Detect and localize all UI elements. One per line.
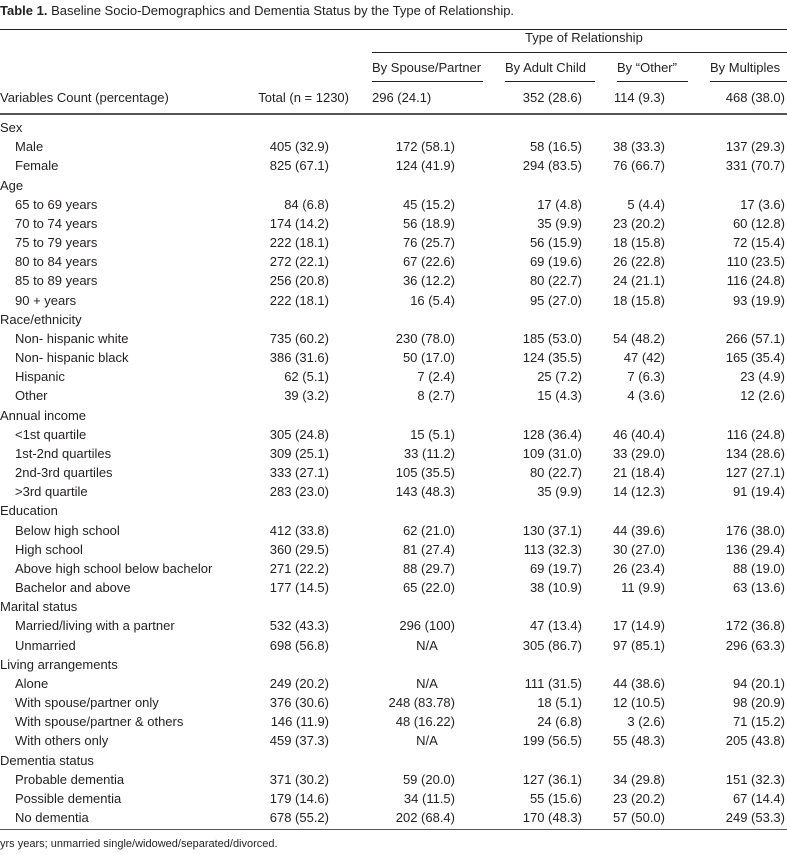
spouse-cell: 8 (2.7) [417, 388, 455, 404]
adult-child-cell: 18 (5.1) [537, 695, 582, 711]
other-cell: 26 (22.8) [612, 254, 665, 270]
table-row [0, 731, 787, 750]
spouse-cell: 105 (35.5) [395, 465, 455, 481]
multiples-cell: 116 (24.8) [726, 273, 785, 289]
multiples-cell: 72 (15.4) [732, 235, 785, 251]
other-cell: 23 (20.2) [612, 790, 665, 806]
total-cell: 305 (24.8) [269, 426, 329, 442]
adult-child-cell: 38 (10.9) [529, 580, 582, 596]
spouse-cell: 59 (20.0) [402, 771, 455, 787]
section-label: Living arrangements [0, 656, 118, 672]
spouse-cell: 248 (83.78) [388, 695, 455, 711]
other-cell: 97 (85.1) [612, 637, 665, 653]
multiples-cell: 136 (29.4) [725, 541, 785, 557]
multiples-cell: 205 (43.8) [725, 733, 785, 749]
multiples-cell: 249 (53.3) [725, 810, 785, 826]
adult-child-cell: 294 (83.5) [522, 158, 582, 174]
table-row [0, 425, 787, 444]
total-cell: 376 (30.6) [269, 695, 329, 711]
multiples-cell: 266 (57.1) [725, 330, 785, 346]
section-label: Sex [0, 120, 23, 135]
header-row [0, 88, 787, 107]
subheader-multiples: By Multiples [710, 60, 781, 75]
row-label: Hispanic [15, 369, 65, 385]
row-label: 90 + years [15, 292, 77, 308]
adult-child-cell: 24 (6.8) [537, 714, 582, 730]
other-cell: 46 (40.4) [612, 426, 665, 442]
multiples-cell: 116 (24.8) [726, 426, 785, 442]
row-label: Possible dementia [15, 790, 122, 806]
adult-child-cell: 109 (31.0) [522, 445, 582, 461]
other-cell: 26 (23.4) [612, 560, 665, 576]
total-cell: 84 (6.8) [284, 196, 329, 212]
multiples-cell: 12 (2.6) [740, 388, 785, 404]
total-cell: 825 (67.1) [269, 158, 329, 174]
other-cell: 23 (20.2) [612, 215, 665, 231]
total-cell: 283 (23.0) [269, 484, 329, 500]
subheader-other: By “Other” [617, 60, 677, 75]
row-label: Below high school [15, 522, 120, 538]
multiples-cell: 110 (23.5) [726, 254, 785, 270]
other-cell: 47 (42) [623, 350, 665, 366]
spouse-cell: 45 (15.2) [402, 196, 455, 212]
row-label: <1st quartile [15, 426, 87, 442]
row-label: Probable dementia [15, 771, 125, 787]
header-rule [0, 113, 787, 115]
table-row [0, 482, 787, 501]
bottom-rule [0, 829, 787, 830]
spouse-cell: 172 (58.1) [395, 139, 455, 155]
adult-child-cell: 35 (9.9) [537, 484, 582, 500]
adult-child-cell: 80 (22.7) [529, 273, 582, 289]
section-header-row [0, 597, 787, 616]
multiples-cell: 94 (20.1) [732, 675, 785, 691]
adult-child-cell: 35 (9.9) [537, 215, 582, 231]
table-title: Baseline Socio-Demographics and Dementia Status by the Type of Relationship. [51, 3, 515, 18]
spouse-cell: 143 (48.3) [395, 484, 455, 500]
multiples-cell: 71 (15.2) [732, 714, 785, 730]
subheader-adult-child: By Adult Child [505, 60, 586, 75]
adult-child-cell: 113 (32.3) [523, 541, 582, 557]
row-label: Unmarried [15, 637, 76, 653]
total-cell: 272 (22.1) [269, 254, 329, 270]
spouse-cell: 48 (16.22) [395, 714, 455, 730]
total-cell: 386 (31.6) [269, 350, 329, 366]
adult-child-cell: 47 (13.4) [529, 618, 582, 634]
section-label: Marital status [0, 599, 78, 615]
spouse-cell: N/A [416, 733, 438, 749]
other-cell: 3 (2.6) [627, 714, 665, 730]
other-cell: 54 (48.2) [612, 330, 665, 346]
row-label: 75 to 79 years [15, 235, 98, 251]
section-header-row [0, 501, 787, 520]
section-label: Education [0, 503, 58, 519]
table-row [0, 329, 787, 348]
other-cell: 12 (10.5) [612, 695, 665, 711]
spouse-cell: 33 (11.2) [403, 445, 455, 461]
table-row [0, 137, 787, 156]
table-footnote: yrs years; unmarried single/widowed/separated/divorced. [0, 838, 278, 850]
total-cell: 371 (30.2) [269, 771, 329, 787]
total-cell: 678 (55.2) [269, 810, 329, 826]
table-row [0, 770, 787, 789]
multiples-cell: 98 (20.9) [732, 695, 785, 711]
total-header: Total (n = 1230) [258, 90, 349, 105]
section-label: Dementia status [0, 752, 94, 768]
row-label: Other [15, 388, 48, 404]
table-row [0, 156, 787, 175]
table-caption [0, 3, 514, 18]
row-label: Alone [15, 675, 49, 691]
table-row [0, 195, 787, 214]
spouse-cell: 16 (5.4) [410, 292, 455, 308]
table-row [0, 444, 787, 463]
table-row [0, 233, 787, 252]
other-cell: 18 (15.8) [612, 235, 665, 251]
spouse-cell: 7 (2.4) [417, 369, 455, 385]
row-label: 85 to 89 years [15, 273, 98, 289]
group-rule [372, 52, 787, 53]
subheader-rule [372, 81, 483, 82]
table-row [0, 616, 787, 635]
spouse-cell: 15 (5.1) [410, 426, 455, 442]
adult-child-cell: 305 (86.7) [522, 637, 582, 653]
adult-child-cell: 58 (16.5) [529, 139, 582, 155]
adult-child-cell: 95 (27.0) [529, 292, 582, 308]
table-row [0, 367, 787, 386]
spouse-cell: N/A [416, 675, 438, 691]
total-cell: 62 (5.1) [284, 369, 329, 385]
other-cell: 21 (18.4) [612, 465, 665, 481]
count-spouse: 296 (24.1) [372, 90, 432, 105]
total-cell: 39 (3.2) [284, 388, 329, 404]
spouse-cell: 202 (68.4) [395, 810, 455, 826]
table-row [0, 559, 787, 578]
other-cell: 17 (14.9) [612, 618, 665, 634]
row-label: Bachelor and above [15, 580, 131, 596]
adult-child-cell: 69 (19.6) [529, 254, 582, 270]
spouse-cell: 62 (21.0) [402, 522, 455, 538]
row-label: Non- hispanic black [15, 350, 129, 366]
count-other: 114 (9.3) [613, 90, 665, 105]
spouse-cell: 230 (78.0) [395, 330, 455, 346]
multiples-cell: 88 (19.0) [732, 560, 785, 576]
subheader-spouse: By Spouse/Partner [372, 60, 482, 75]
total-cell: 405 (32.9) [269, 139, 329, 155]
total-cell: 360 (29.5) [269, 541, 329, 557]
other-cell: 55 (48.3) [612, 733, 665, 749]
section-header-row [0, 655, 787, 674]
total-cell: 532 (43.3) [269, 618, 329, 634]
table-row [0, 789, 787, 808]
row-label: With spouse/partner & others [15, 714, 184, 730]
other-cell: 30 (27.0) [612, 541, 665, 557]
top-rule [0, 29, 787, 30]
multiples-cell: 165 (35.4) [725, 350, 785, 366]
other-cell: 5 (4.4) [627, 196, 665, 212]
table-row [0, 636, 787, 655]
multiples-cell: 296 (63.3) [725, 637, 785, 653]
other-cell: 38 (33.3) [612, 139, 665, 155]
section-header-row [0, 118, 787, 137]
adult-child-cell: 15 (4.3) [537, 388, 582, 404]
row-label: 70 to 74 years [15, 215, 98, 231]
spouse-cell: 81 (27.4) [402, 541, 455, 557]
row-label: 65 to 69 years [15, 196, 98, 212]
table-row [0, 712, 787, 731]
multiples-cell: 60 (12.8) [732, 215, 785, 231]
row-label: With others only [15, 733, 109, 749]
variables-header: Variables Count (percentage) [0, 90, 169, 105]
total-cell: 146 (11.9) [270, 714, 329, 730]
table-row [0, 463, 787, 482]
row-label: 1st-2nd quartiles [15, 445, 112, 461]
total-cell: 222 (18.1) [269, 292, 329, 308]
total-cell: 222 (18.1) [269, 235, 329, 251]
adult-child-cell: 111 (31.5) [524, 675, 582, 691]
adult-child-cell: 128 (36.4) [522, 426, 582, 442]
subheader-rule [505, 81, 595, 82]
table-row [0, 674, 787, 693]
spouse-cell: 65 (22.0) [402, 580, 455, 596]
total-cell: 179 (14.6) [269, 790, 329, 806]
other-cell: 7 (6.3) [627, 369, 665, 385]
subheader-rule [710, 81, 787, 82]
other-cell: 44 (38.6) [612, 675, 665, 691]
multiples-cell: 91 (19.4) [732, 484, 785, 500]
row-label: Married/living with a partner [15, 618, 175, 634]
multiples-cell: 176 (38.0) [725, 522, 785, 538]
table-row [0, 252, 787, 271]
row-label: Male [15, 139, 44, 155]
total-cell: 177 (14.5) [269, 580, 329, 596]
subheader-rule [617, 81, 688, 82]
multiples-cell: 151 (32.3) [725, 771, 785, 787]
table-row [0, 540, 787, 559]
section-label: Annual income [0, 407, 86, 423]
other-cell: 24 (21.1) [612, 273, 665, 289]
section-header-row [0, 751, 787, 770]
total-cell: 249 (20.2) [269, 675, 329, 691]
count-adult-child: 352 (28.6) [522, 90, 582, 105]
total-cell: 735 (60.2) [269, 330, 329, 346]
row-label: No dementia [15, 810, 89, 826]
spouse-cell: 296 (100) [399, 618, 455, 634]
adult-child-cell: 199 (56.5) [522, 733, 582, 749]
other-cell: 18 (15.8) [612, 292, 665, 308]
section-label: Race/ethnicity [0, 311, 82, 327]
section-header-row [0, 406, 787, 425]
adult-child-cell: 69 (19.7) [529, 560, 582, 576]
multiples-cell: 67 (14.4) [732, 790, 785, 806]
column-group-header: Type of Relationship [525, 30, 643, 45]
spouse-cell: 124 (41.9) [395, 158, 455, 174]
table-row [0, 291, 787, 310]
multiples-cell: 23 (4.9) [740, 369, 785, 385]
spouse-cell: N/A [416, 637, 438, 653]
other-cell: 4 (3.6) [627, 388, 665, 404]
table-row [0, 214, 787, 233]
total-cell: 256 (20.8) [269, 273, 329, 289]
row-label: With spouse/partner only [15, 695, 159, 711]
table-label: Table 1. [0, 3, 48, 18]
spouse-cell: 67 (22.6) [402, 254, 455, 270]
section-label: Age [0, 177, 24, 193]
spouse-cell: 36 (12.2) [402, 273, 455, 289]
other-cell: 34 (29.8) [612, 771, 665, 787]
row-label: Above high school below bachelor [15, 560, 213, 576]
spouse-cell: 50 (17.0) [402, 350, 455, 366]
table-row [0, 693, 787, 712]
adult-child-cell: 185 (53.0) [522, 330, 582, 346]
other-cell: 76 (66.7) [612, 158, 665, 174]
count-multiples: 468 (38.0) [725, 90, 785, 105]
other-cell: 14 (12.3) [612, 484, 665, 500]
adult-child-cell: 130 (37.1) [522, 522, 582, 538]
adult-child-cell: 80 (22.7) [529, 465, 582, 481]
other-cell: 44 (39.6) [612, 522, 665, 538]
row-label: 2nd-3rd quartiles [15, 465, 113, 481]
table-row [0, 348, 787, 367]
multiples-cell: 137 (29.3) [725, 139, 785, 155]
multiples-cell: 17 (3.6) [740, 196, 785, 212]
adult-child-cell: 56 (15.9) [529, 235, 582, 251]
table-row [0, 386, 787, 405]
table-row [0, 578, 787, 597]
spouse-cell: 88 (29.7) [402, 560, 455, 576]
multiples-cell: 63 (13.6) [732, 580, 785, 596]
total-cell: 412 (33.8) [269, 522, 329, 538]
section-header-row [0, 310, 787, 329]
row-label: >3rd quartile [15, 484, 88, 500]
adult-child-cell: 124 (35.5) [522, 350, 582, 366]
adult-child-cell: 127 (36.1) [522, 771, 582, 787]
section-header-row [0, 176, 787, 195]
adult-child-cell: 170 (48.3) [522, 810, 582, 826]
adult-child-cell: 17 (4.8) [537, 196, 582, 212]
total-cell: 271 (22.2) [269, 560, 329, 576]
multiples-cell: 134 (28.6) [725, 445, 785, 461]
multiples-cell: 93 (19.9) [732, 292, 785, 308]
row-label: Non- hispanic white [15, 330, 129, 346]
multiples-cell: 172 (36.8) [725, 618, 785, 634]
multiples-cell: 127 (27.1) [725, 465, 785, 481]
total-cell: 309 (25.1) [269, 445, 329, 461]
row-label: 80 to 84 years [15, 254, 98, 270]
row-label: Female [15, 158, 59, 174]
total-cell: 174 (14.2) [269, 215, 329, 231]
table-row [0, 271, 787, 290]
table-row [0, 808, 787, 827]
other-cell: 11 (9.9) [621, 580, 665, 596]
multiples-cell: 331 (70.7) [725, 158, 785, 174]
row-label: High school [15, 541, 83, 557]
spouse-cell: 76 (25.7) [402, 235, 455, 251]
total-cell: 698 (56.8) [269, 637, 329, 653]
adult-child-cell: 25 (7.2) [537, 369, 582, 385]
table-row [0, 521, 787, 540]
other-cell: 33 (29.0) [612, 445, 665, 461]
spouse-cell: 34 (11.5) [403, 790, 455, 806]
adult-child-cell: 55 (15.6) [529, 790, 582, 806]
spouse-cell: 56 (18.9) [402, 215, 455, 231]
total-cell: 459 (37.3) [269, 733, 329, 749]
total-cell: 333 (27.1) [269, 465, 329, 481]
other-cell: 57 (50.0) [612, 810, 665, 826]
